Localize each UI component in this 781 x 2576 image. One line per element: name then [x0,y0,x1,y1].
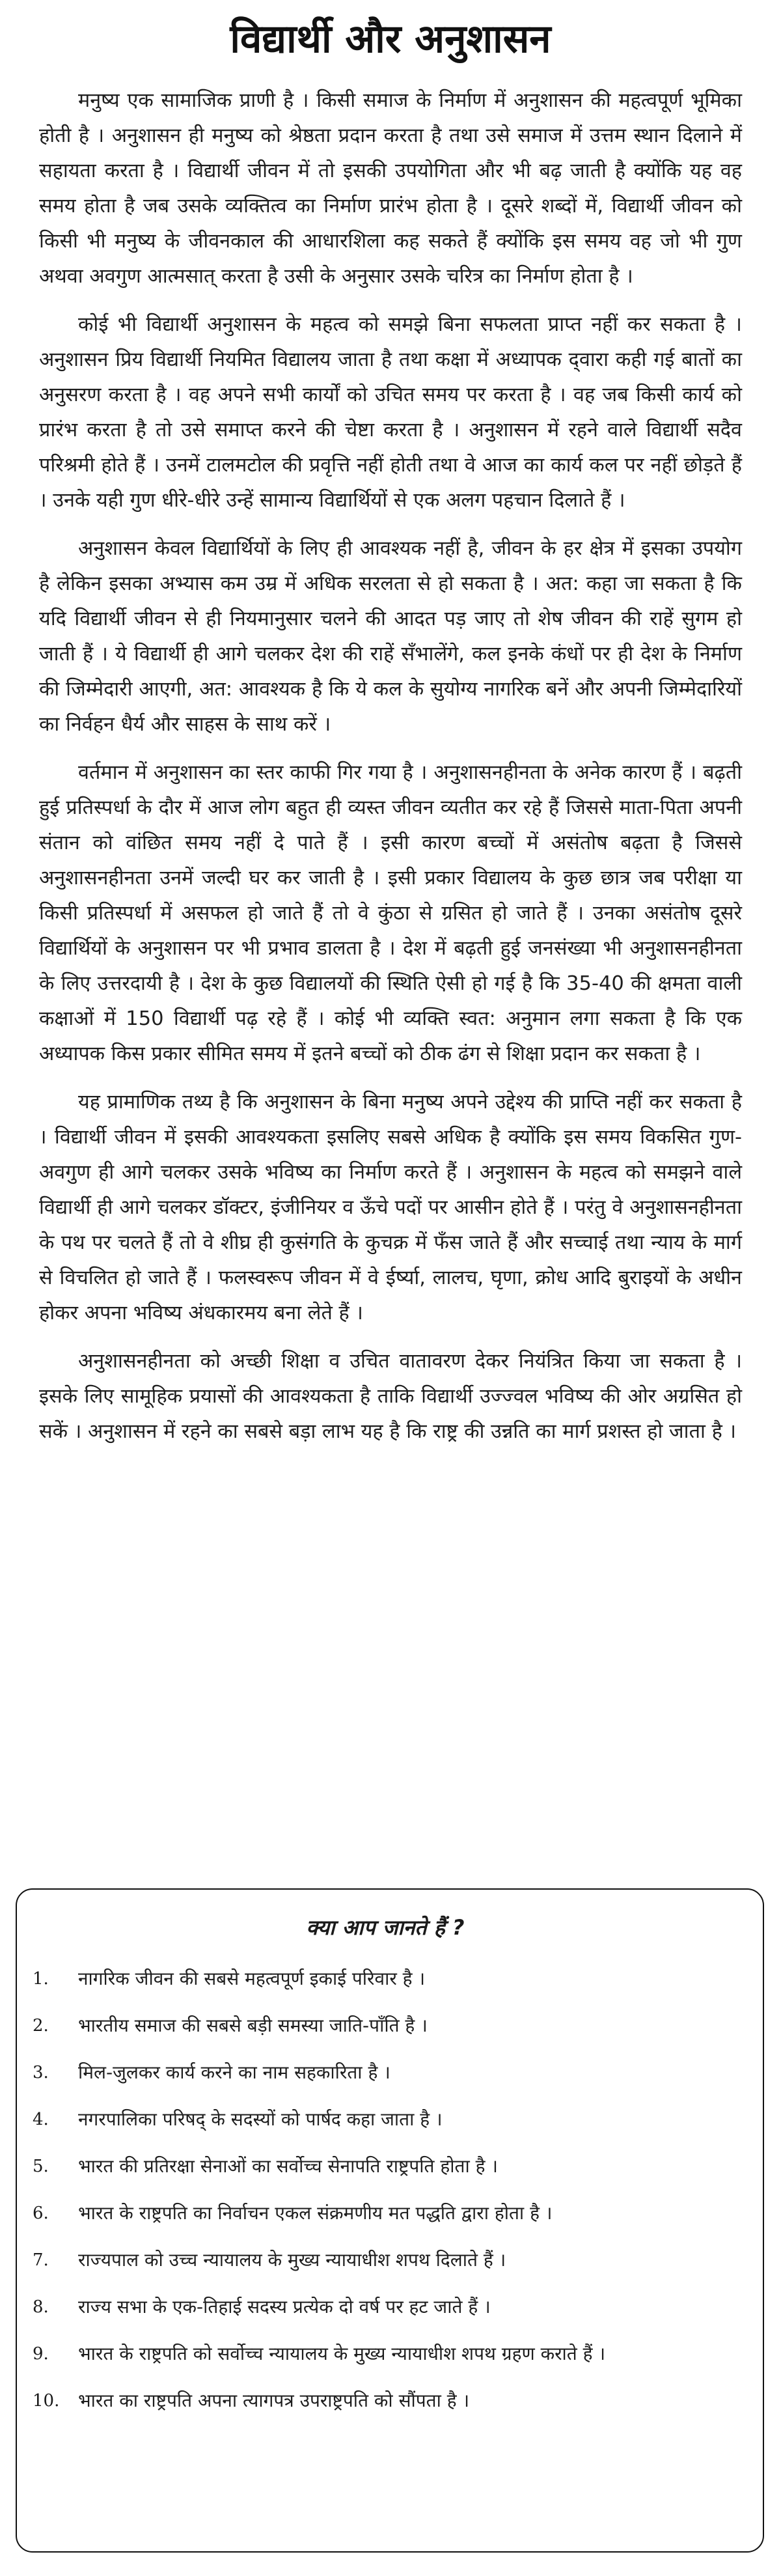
fact-text: राज्यपाल को उच्च न्यायालय के मुख्य न्यायाधीश शपथ दिलाते हैं । [78,2249,506,2271]
fact-item [33,2103,738,2136]
fact-number: 6. [33,2204,49,2223]
essay-title: विद्यार्थी और अनुशासन [230,16,551,62]
essay-paragraph: अनुशासनहीनता को अच्छी शिक्षा व उचित वातावरण देकर नियंत्रित किया जा सकता है । इसके लिए सामूहिक प्रयासों की आवश्यकता है ताकि विद्यार्थी उज्ज्वल भविष्य की ओर अग्रसित हो सकें । अनुशासन में रहने का सबसे बड़ा लाभ यह है कि राष्ट्र की उन्नति का मार्ग प्रशस्त हो जाता है । [39,1350,742,1443]
fact-item [33,2056,738,2089]
fact-item [33,1963,738,1995]
did-you-know-list [33,1963,738,2417]
fact-text: भारत की प्रतिरक्षा सेनाओं का सर्वोच्च सेनापति राष्ट्रपति होता है । [78,2155,499,2177]
fact-text: नागरिक जीवन की सबसे महत्वपूर्ण इकाई परिवार है । [78,1968,426,1989]
fact-text: राज्य सभा के एक-तिहाई सदस्य प्रत्येक दो वर्ष पर हट जाते हैं । [78,2296,491,2317]
fact-item [33,2338,738,2370]
did-you-know-box [16,1888,764,2553]
fact-number: 7. [33,2250,49,2270]
essay-paragraph: अनुशासन केवल विद्यार्थियों के लिए ही आवश्यक नहीं है, जीवन के हर क्षेत्र में इसका उपयोग है लेकिन इसका अभ्यास कम उम्र में अधिक सरलता से हो सकता है । अत: कहा जा सकता है कि यदि विद्यार्थी जीवन से ही नियमानुसार चलने की आदत पड़ जाए तो शेष जीवन की राहें सुगम हो जाती हैं । ये विद्यार्थी ही आगे चलकर देश की राहें सँभालेंगे, कल इनके कंधों पर ही देश के निर्माण की जिम्मेदारी आएगी, अत: आवश्यक है कि ये कल के सुयोग्य नागरिक बनें और अपनी जिम्मेदारियों का निर्वहन धैर्य और साहस के साथ करें । [39,537,742,736]
fact-text: भारत का राष्ट्रपति अपना त्यागपत्र उपराष्ट्रपति को सौंपता है । [78,2390,470,2411]
essay-paragraph: वर्तमान में अनुशासन का स्तर काफी गिर गया है । अनुशासनहीनता के अनेक कारण हैं । बढ़ती हुई प्रतिस्पर्धा के दौर में आज लोग बहुत ही व्यस्त जीवन व्यतीत कर रहे हैं जिससे माता-पिता अपनी संतान को वांछित समय नहीं दे पाते हैं । इसी कारण बच्चों में असंतोष बढ़ता है जिससे अनुशासनहीनता उनमें जल्दी घर कर जाती है । इसी प्रकार विद्यालय के कुछ छात्र जब परीक्षा या किसी प्रतिस्पर्धा में असफल हो जाते हैं तो वे कुंठा से ग्रसित हो जाते हैं । उनका असंतोष दूसरे विद्यार्थियों के अनुशासन पर भी प्रभाव डालता है । देश में बढ़ती हुई जनसंख्या भी अनुशासनहीनता के लिए उत्तरदायी है । देश के कुछ विद्यालयों की स्थिति ऐसी हो गई है कि 35-40 की क्षमता वाली कक्षाओं में 150 विद्यार्थी पढ़ रहे हैं । कोई भी व्यक्ति स्वत: अनुमान लगा सकता है कि एक अध्यापक किस प्रकार सीमित समय में इतने बच्चों को ठीक ढंग से शिक्षा प्रदान कर सकता है । [39,761,742,1065]
fact-item [33,2009,738,2042]
essay-body [39,83,742,1449]
fact-item [33,2150,738,2183]
fact-text: भारतीय समाज की सबसे बड़ी समस्या जाति-पाँति है । [78,2015,428,2036]
fact-number: 9. [33,2344,49,2364]
did-you-know-heading: क्या आप जानते हैं ? [306,1915,465,1940]
fact-number: 5. [33,2157,49,2176]
fact-number: 4. [33,2110,49,2129]
fact-item [33,2291,738,2323]
fact-text: मिल-जुलकर कार्य करने का नाम सहकारिता है । [78,2062,390,2083]
fact-text: भारत के राष्ट्रपति को सर्वोच्च न्यायालय के मुख्य न्यायाधीश शपथ ग्रहण कराते हैं । [78,2343,606,2364]
fact-number: 2. [33,2016,49,2036]
fact-number: 3. [33,2063,49,2082]
fact-number: 10. [33,2391,60,2411]
fact-text: नगरपालिका परिषद् के सदस्यों को पार्षद कहा जाता है । [78,2108,443,2130]
fact-text: भारत के राष्ट्रपति का निर्वाचन एकल संक्रमणीय मत पद्धति द्वारा होता है । [78,2202,553,2224]
fact-number: 1. [33,1969,49,1989]
fact-item [33,2197,738,2230]
essay-paragraph: यह प्रामाणिक तथ्य है कि अनुशासन के बिना मनुष्य अपने उद्देश्य की प्राप्ति नहीं कर सकता है । विद्यार्थी जीवन में इसकी आवश्यकता इसलिए सबसे अधिक है क्योंकि इस समय विकसित गुण-अवगुण ही आगे चलकर उसके भविष्य का निर्माण करते हैं । अनुशासन के महत्व को समझने वाले विद्यार्थी ही आगे चलकर डॉक्टर, इंजीनियर व ऊँचे पदों पर आसीन होते हैं । परंतु वे अनुशासनहीनता के पथ पर चलते हैं तो वे शीघ्र ही कुसंगति के कुचक्र में फँस जाते हैं और सच्चाई तथा न्याय के मार्ग से विचलित हो जाते हैं । फलस्वरूप जीवन में वे ईर्ष्या, लालच, घृणा, क्रोध आदि बुराइयों के अधीन होकर अपना भविष्य अंधकारमय बना लेते हैं । [39,1091,742,1324]
fact-item [33,2244,738,2276]
essay-paragraph: मनुष्य एक सामाजिक प्राणी है । किसी समाज के निर्माण में अनुशासन की महत्वपूर्ण भूमिका होती है । अनुशासन ही मनुष्य को श्रेष्ठता प्रदान करता है तथा उसे समाज में उत्तम स्थान दिलाने में सहायता करता है । विद्यार्थी जीवन में तो इसकी उपयोगिता और भी बढ़ जाती है क्योंकि यह वह समय होता है जब उसके व्यक्तित्व का निर्माण प्रारंभ होता है । दूसरे शब्दों में, विद्यार्थी जीवन को किसी भी मनुष्य के जीवनकाल की आधारशिला कह सकते हैं क्योंकि इस समय वह जो भी गुण अथवा अवगुण आत्मसात् करता है उसी के अनुसार उसके चरित्र का निर्माण होता है । [39,89,742,288]
essay-paragraph: कोई भी विद्यार्थी अनुशासन के महत्व को समझे बिना सफलता प्राप्त नहीं कर सकता है । अनुशासन प्रिय विद्यार्थी नियमित विद्यालय जाता है तथा कक्षा में अध्यापक द्‌वारा कही गई बातों का अनुसरण करता है । वह अपने सभी कार्यों को उचित समय पर करता है । वह जब किसी कार्य को प्रारंभ करता है तो उसे समाप्त करने की चेष्टा करता है । अनुशासन में रहने वाले विद्यार्थी सदैव परिश्रमी होते हैं । उनमें टालमटोल की प्रवृत्ति नहीं होती तथा वे आज का कार्य कल पर नहीं छोड़ते हैं । उनके यही गुण धीरे-धीरे उन्हें सामान्य विद्यार्थियों से एक अलग पहचान दिलाते हैं । [39,313,742,512]
fact-number: 8. [33,2297,49,2317]
fact-item [33,2385,738,2417]
